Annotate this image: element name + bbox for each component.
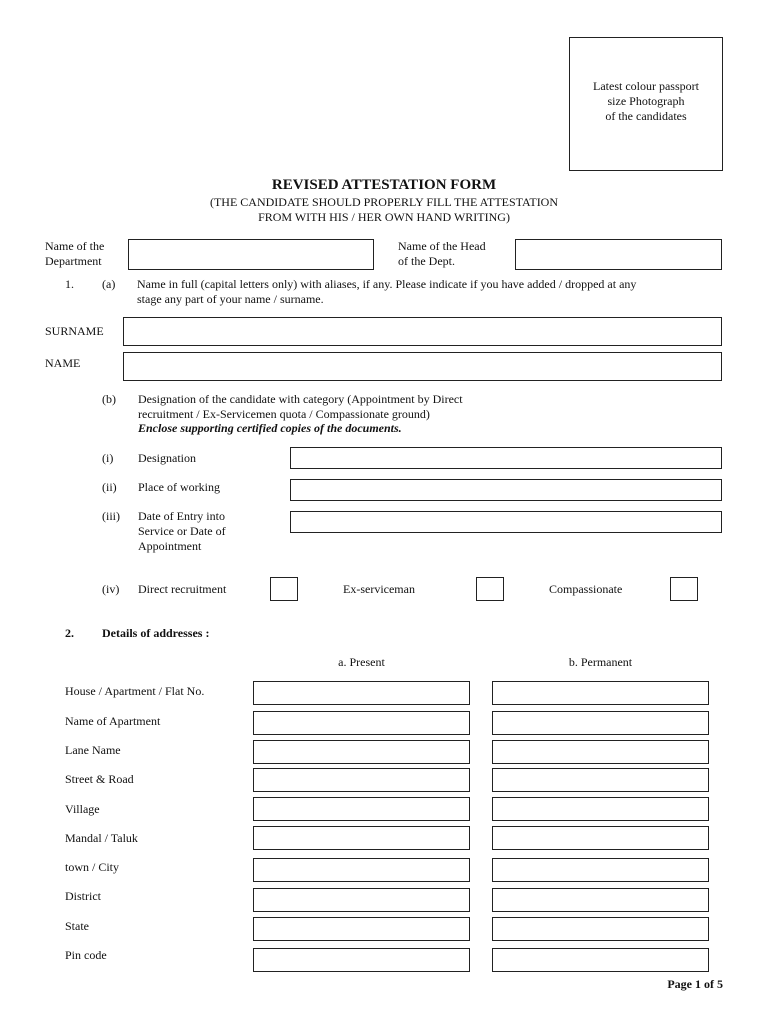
present-city-field[interactable] [253,858,470,882]
ex-serviceman-checkbox[interactable] [476,577,504,601]
row-label-state: State [65,919,89,933]
present-mandal-field[interactable] [253,826,470,850]
q1-b-note: Enclose supporting certified copies of the documents. [138,421,402,435]
q1-i-marker: (i) [102,451,114,465]
permanent-street-field[interactable] [492,768,709,792]
row-label-lane: Lane Name [65,743,121,757]
department-field[interactable] [128,239,374,270]
row-label-village: Village [65,802,100,816]
q1-ii-marker: (ii) [102,480,117,494]
photo-box-text: Latest colour passport size Photograph of the candidates [593,79,699,123]
present-village-field[interactable] [253,797,470,821]
row-label-house: House / Apartment / Flat No. [65,684,205,698]
place-of-working-field[interactable] [290,479,722,501]
q1-number: 1. [65,277,74,291]
permanent-city-field[interactable] [492,858,709,882]
form-subtitle-line2: FROM WITH HIS / HER OWN HAND WRITING) [258,210,510,224]
compassionate-checkbox[interactable] [670,577,698,601]
permanent-district-field[interactable] [492,888,709,912]
col-present-header: a. Present [338,655,385,669]
surname-field[interactable] [123,317,722,346]
direct-recruitment-checkbox[interactable] [270,577,298,601]
head-of-dept-field[interactable] [515,239,722,270]
q1-a-marker: (a) [102,277,116,291]
form-subtitle-line1: (THE CANDIDATE SHOULD PROPERLY FILL THE ATTESTATION [209,195,559,209]
row-label-district: District [65,889,101,903]
permanent-state-field[interactable] [492,917,709,941]
permanent-mandal-field[interactable] [492,826,709,850]
page-number: Page 1 of 5 [667,977,723,991]
q1-iv-marker: (iv) [102,582,120,596]
date-of-entry-field[interactable] [290,511,722,533]
q2-number: 2. [65,626,74,640]
direct-recruitment-label: Direct recruitment [138,582,227,596]
ex-serviceman-label: Ex-serviceman [343,582,415,596]
head-of-dept-label: Name of the Head of the Dept. [398,239,486,268]
name-field[interactable] [123,352,722,381]
permanent-village-field[interactable] [492,797,709,821]
photo-box [569,37,723,171]
permanent-apartment-field[interactable] [492,711,709,735]
row-label-street: Street & Road [65,772,134,786]
q1-b-text: Designation of the candidate with category (Appointment by Direct recruitment / Ex-Servicemen quota / Compassionate ground) [138,392,463,421]
permanent-lane-field[interactable] [492,740,709,764]
row-label-pincode: Pin code [65,948,107,962]
compassionate-label: Compassionate [549,582,623,596]
surname-label: SURNAME [45,324,104,338]
name-label: NAME [45,356,81,370]
designation-field[interactable] [290,447,722,469]
q1-b-marker: (b) [102,392,116,406]
present-state-field[interactable] [253,917,470,941]
present-pincode-field[interactable] [253,948,470,972]
present-lane-field[interactable] [253,740,470,764]
permanent-house-field[interactable] [492,681,709,705]
present-district-field[interactable] [253,888,470,912]
date-of-entry-label: Date of Entry into Service or Date of Appointment [138,509,226,553]
present-house-field[interactable] [253,681,470,705]
present-street-field[interactable] [253,768,470,792]
col-permanent-header: b. Permanent [568,655,633,669]
place-of-working-label: Place of working [138,480,220,494]
designation-label: Designation [138,451,196,465]
row-label-mandal: Mandal / Taluk [65,831,138,845]
q2-title: Details of addresses : [102,626,210,640]
q1-a-text: Name in full (capital letters only) with aliases, if any. Please indicate if you have added / dropped at any stage any part of your name / surname. [137,277,637,306]
present-apartment-field[interactable] [253,711,470,735]
form-title: REVISED ATTESTATION FORM [271,177,497,193]
department-label: Name of the Department [45,239,105,268]
row-label-city: town / City [65,860,120,874]
q1-iii-marker: (iii) [102,509,120,523]
row-label-apartment: Name of Apartment [65,714,161,728]
permanent-pincode-field[interactable] [492,948,709,972]
